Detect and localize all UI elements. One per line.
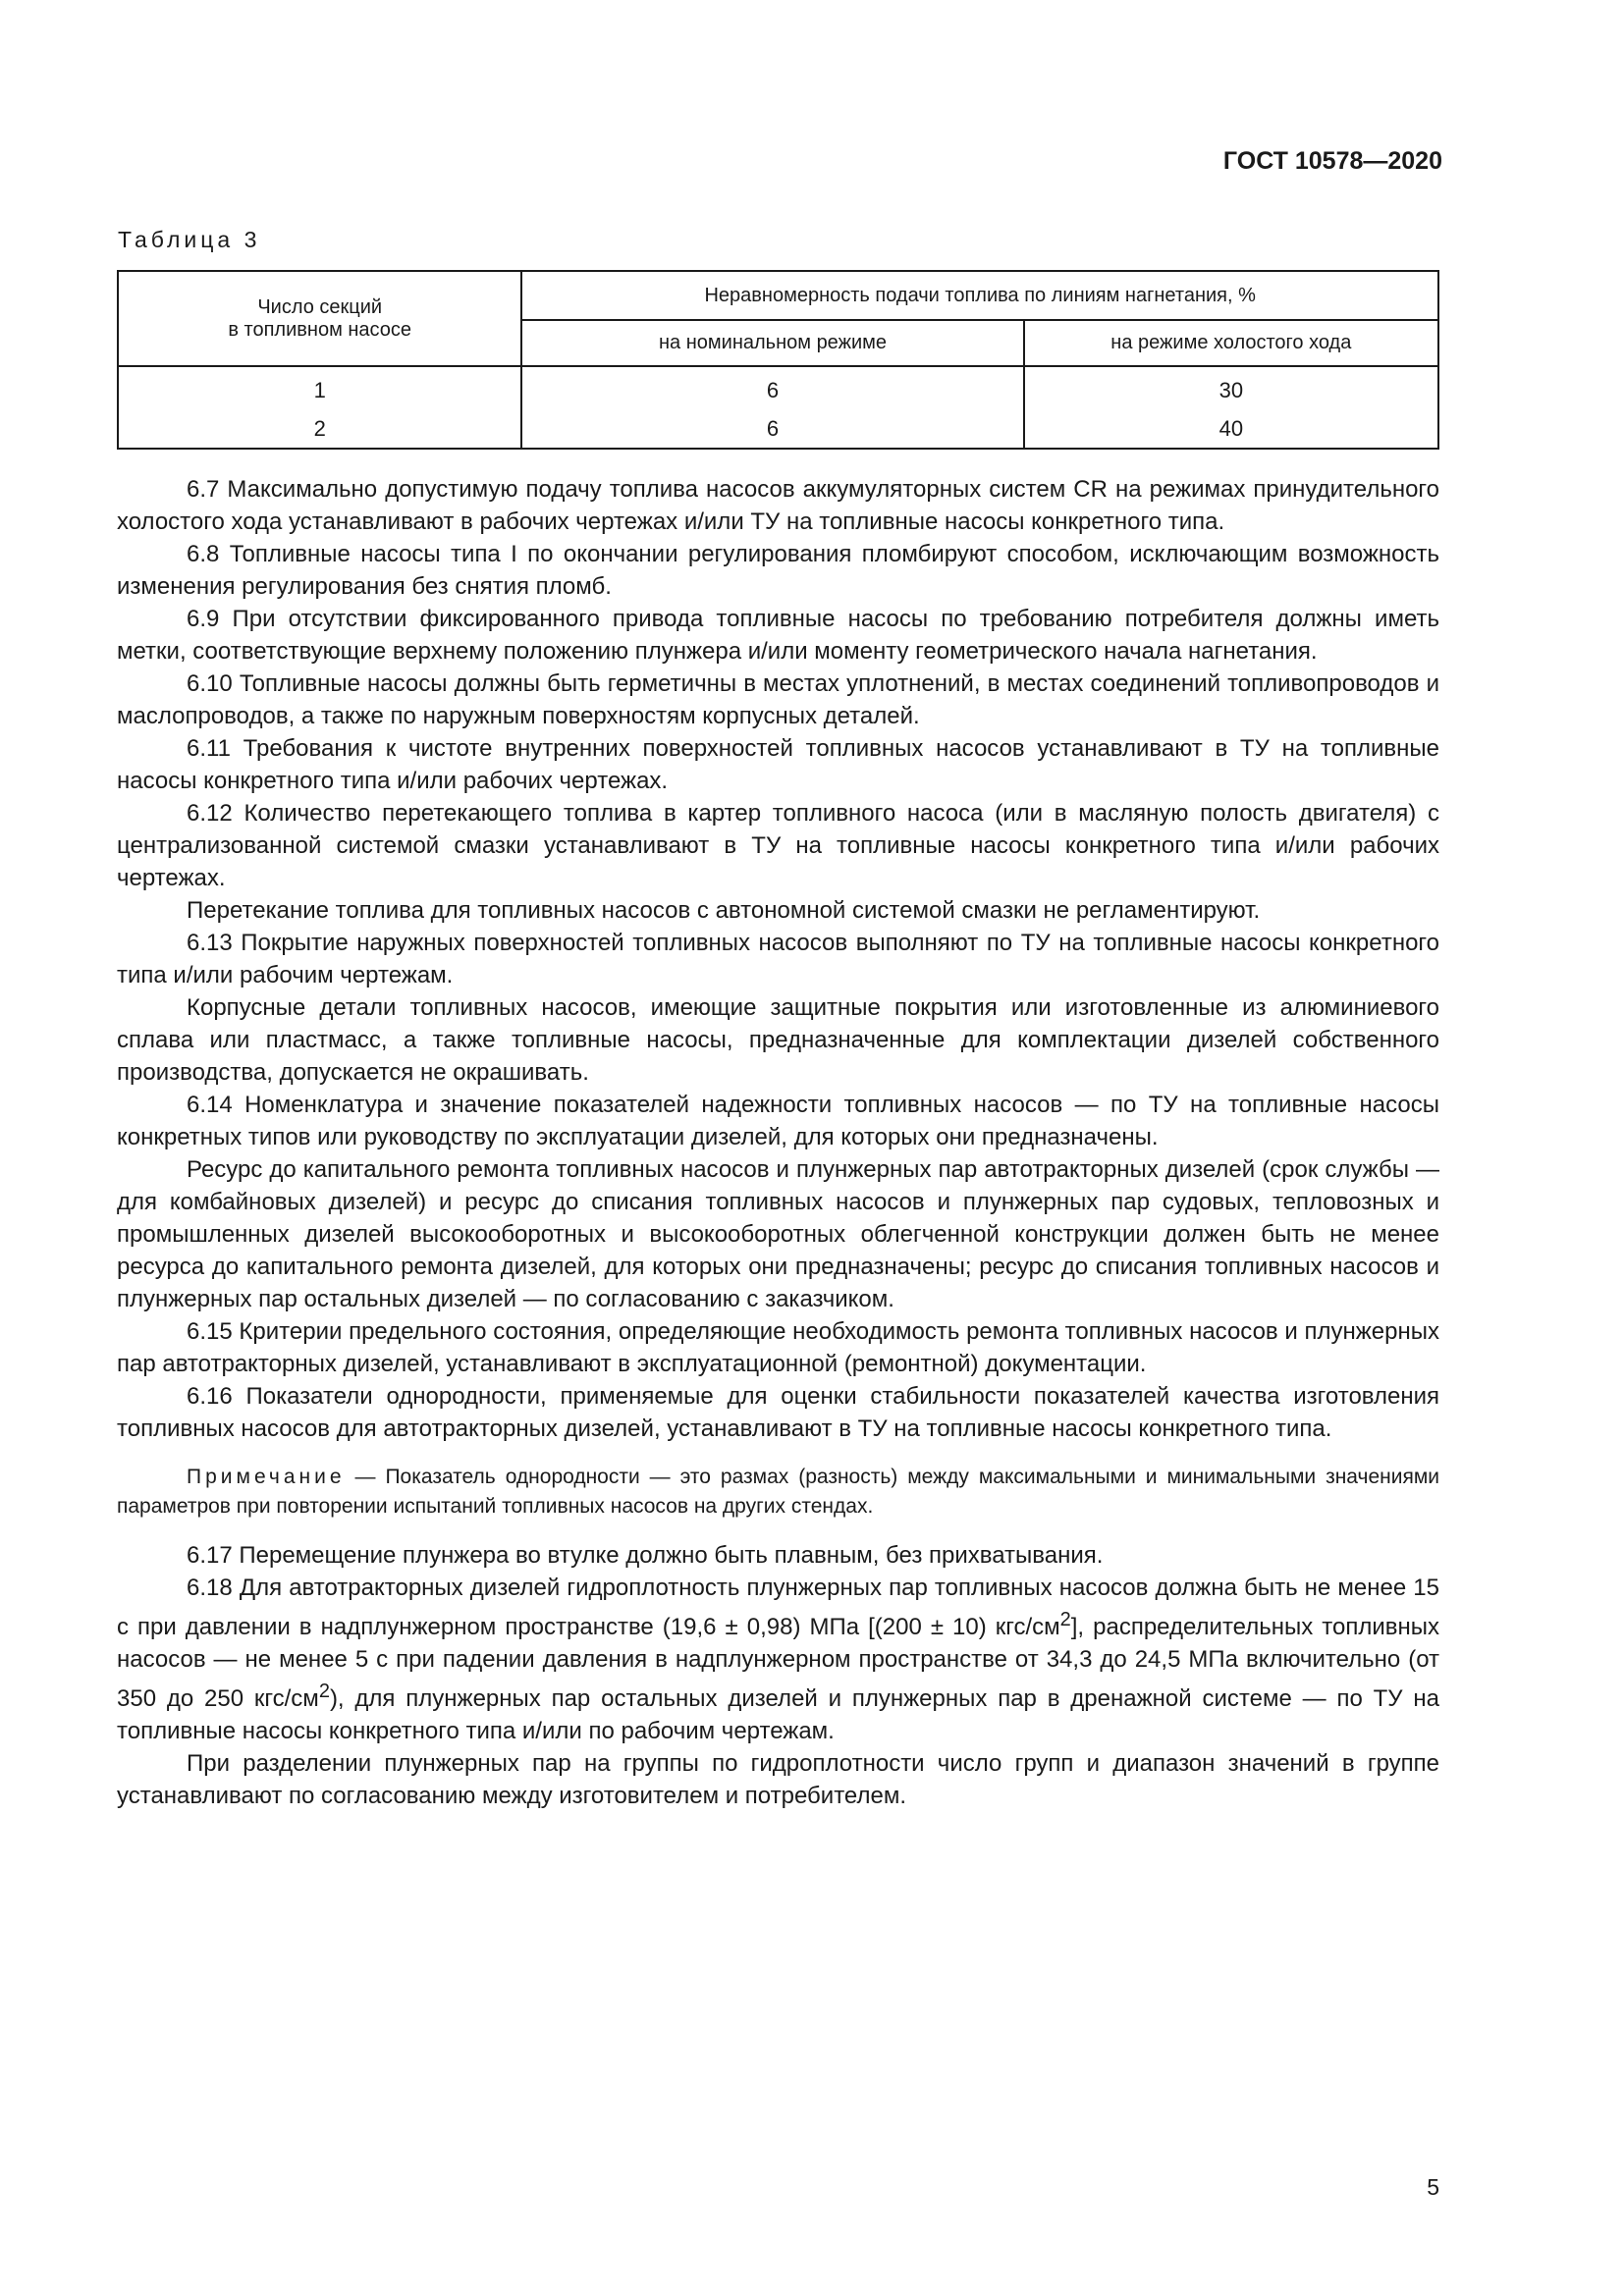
header-idle-mode: на режиме холостого хода — [1024, 320, 1438, 366]
cell-idle: 40 — [1024, 409, 1438, 449]
header-sections-line2: в топливном насосе — [228, 318, 412, 341]
paragraph-6-8: 6.8 Топливные насосы типа I по окончании регулирования пломбируют способом, исключающим возможность изменения регулирования без снятия пломб. — [117, 541, 1439, 600]
cell-sections: 1 — [118, 366, 521, 409]
paragraph-6-9: 6.9 При отсутствии фиксированного привода топливные насосы по требованию потребителя должны иметь метки, соответствующие верхнему положению плунжера и/или моменту геометрического начала нагнетания. — [117, 606, 1439, 665]
note-text: — Показатель однородности — это размах (разность) между максимальными и минимальными значениями параметров при повторении испытаний топливных насосов на других стендах. — [117, 1466, 1439, 1518]
paragraph-6-13-b: Корпусные детали топливных насосов, имеющие защитные покрытия или изготовленные из алюминиевого сплава или пластмасс, а также топливные насосы, предназначенные для комплектации дизелей собственного производства, допускается не окрашивать. — [117, 994, 1439, 1086]
paragraph-6-18-part-c: ), для плунжерных пар остальных дизелей и плунжерных пар в дренажной системе — по ТУ на топливные насосы конкретного типа и/или по рабочим чертежам. — [117, 1685, 1439, 1744]
body-text — [117, 473, 1439, 1812]
note-label: Примечание — [187, 1466, 346, 1488]
paragraph-6-13: 6.13 Покрытие наружных поверхностей топливных насосов выполняют по ТУ на топливные насосы конкретного типа и/или рабочим чертежам. — [117, 930, 1439, 988]
paragraph-6-10: 6.10 Топливные насосы должны быть герметичны в местах уплотнений, в местах соединений топливопроводов и маслопроводов, а также по наружным поверхностям корпусных деталей. — [117, 670, 1439, 729]
paragraph-6-18-part-b: ], распределительных топливных насосов — не менее 5 с при падении давления в надплунжерном пространстве от 34,3 до 24,5 МПа включительно (от 350 до 250 кгс/см — [117, 1614, 1439, 1712]
paragraph-6-17: 6.17 Перемещение плунжера во втулке должно быть плавным, без прихватывания. — [187, 1542, 1104, 1569]
paragraph-6-12-b: Перетекание топлива для топливных насосов с автономной системой смазки не регламентируют. — [187, 897, 1261, 924]
note — [117, 1463, 1439, 1522]
table-caption: Таблица 3 — [118, 227, 261, 252]
paragraph-6-18 — [117, 1572, 1439, 1747]
document-standard-header: ГОСТ 10578—2020 — [1222, 147, 1442, 175]
cell-nominal: 6 — [521, 366, 1023, 409]
superscript-2: 2 — [318, 1681, 330, 1702]
paragraph-6-18-b: При разделении плунжерных пар на группы по гидроплотности число групп и диапазон значений в группе устанавливают по согласованию между изготовителем и потребителем. — [117, 1750, 1439, 1809]
page-number: 5 — [1427, 2174, 1439, 2200]
cell-sections: 2 — [118, 409, 521, 449]
header-sections-line1: Число секций — [257, 295, 383, 318]
header-unevenness: Неравномерность подачи топлива по линиям нагнетания, % — [521, 271, 1438, 320]
table-row — [118, 409, 1438, 449]
paragraph-6-18-part-a: 6.18 Для автотракторных дизелей гидроплотность плунжерных пар топливных насосов должна быть не менее 15 с при давлении в надплунжерном пространстве (19,6 ± 0,98) МПа [(200 ± 10) кгс/см — [117, 1575, 1439, 1640]
header-nominal-mode: на номинальном режиме — [521, 320, 1023, 366]
paragraph-6-12: 6.12 Количество перетекающего топлива в картер топливного насоса (или в масляную полость двигателя) с централизованной системой смазки устанавливают в ТУ на топливные насосы конкретного типа и/или рабочих чертежах. — [117, 800, 1439, 891]
header-sections-count — [118, 271, 521, 366]
superscript-2: 2 — [1059, 1609, 1071, 1630]
paragraph-6-15: 6.15 Критерии предельного состояния, определяющие необходимость ремонта топливных насосов и плунжерных пар автотракторных дизелей, устанавливают в эксплуатационной (ремонтной) документации. — [117, 1318, 1439, 1377]
cell-idle: 30 — [1024, 366, 1438, 409]
cell-nominal: 6 — [521, 409, 1023, 449]
paragraph-6-14: 6.14 Номенклатура и значение показателей надежности топливных насосов — по ТУ на топливные насосы конкретных типов или руководству по эксплуатации дизелей, для которых они предназначены. — [117, 1092, 1439, 1150]
data-table — [117, 270, 1439, 450]
paragraph-6-7: 6.7 Максимально допустимую подачу топлива насосов аккумуляторных систем CR на режимах принудительного холостого хода устанавливают в рабочих чертежах и/или ТУ на топливные насосы конкретного типа. — [117, 476, 1439, 535]
paragraph-6-14-b: Ресурс до капитального ремонта топливных насосов и плунжерных пар автотракторных дизелей (срок службы — для комбайновых дизелей) и ресурс до списания топливных насосов и плунжерных пар судовых, тепловозных и промышленных дизелей высокооборотных и высокооборотных облегченной конструкции должен быть не менее ресурса до капитального ремонта дизелей, для которых они предназначены; ресурс до списания топливных насосов и плунжерных пар остальных дизелей — по согласованию с заказчиком. — [117, 1156, 1439, 1312]
table-row — [118, 366, 1438, 409]
paragraph-6-11: 6.11 Требования к чистоте внутренних поверхностей топливных насосов устанавливают в ТУ на топливные насосы конкретного типа и/или рабочих чертежах. — [117, 735, 1439, 794]
paragraph-6-16: 6.16 Показатели однородности, применяемые для оценки стабильности показателей качества изготовления топливных насосов для автотракторных дизелей, устанавливают в ТУ на топливные насосы конкретного типа. — [117, 1383, 1439, 1442]
